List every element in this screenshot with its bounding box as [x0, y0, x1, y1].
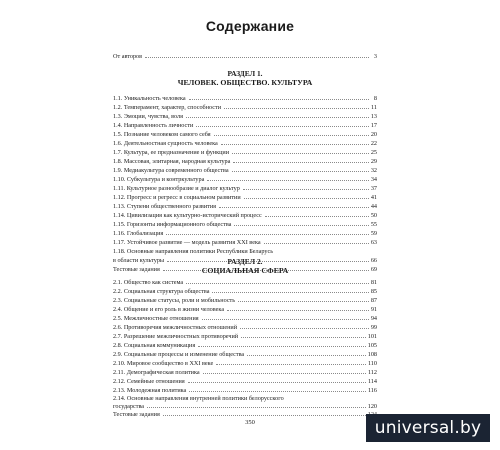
toc-entry-label: 1.5. Познание человеком самого себя [113, 131, 211, 138]
toc-entry-label: 2.13. Молодежная политика [113, 387, 187, 394]
toc-entry-page: 34 [370, 176, 377, 183]
toc-entry [113, 183, 377, 192]
toc-entry-page: 81 [370, 279, 377, 286]
dot-leader [186, 117, 369, 118]
toc-entry [113, 129, 377, 138]
dot-leader [196, 126, 369, 127]
toc-entry [113, 385, 377, 394]
toc-entry-tests [113, 409, 377, 418]
toc-entry-page: 94 [370, 315, 377, 322]
toc-entry-label: 2.9. Социальные процессы и изменение общества [113, 351, 245, 358]
watermark-badge: universal.by [366, 414, 490, 442]
toc-entry [113, 376, 377, 385]
dot-leader [198, 346, 366, 347]
toc-entry-label: 1.12. Прогресс и регресс в социальном развитии [113, 194, 241, 201]
dot-leader [233, 162, 368, 163]
page-number: 350 [245, 419, 255, 426]
toc-entry [113, 219, 377, 228]
toc-entry-label: 1.16. Глобализация [113, 230, 164, 237]
toc-entry-page: 37 [370, 185, 377, 192]
dot-leader [243, 189, 369, 190]
toc-entry-label: Тестовые задания [113, 266, 160, 273]
toc-entry-label: 2.4. Общение и его роль в жизни человека [113, 306, 225, 313]
dot-leader [240, 328, 369, 329]
dot-leader [189, 391, 366, 392]
dot-leader [147, 407, 366, 408]
toc-entry [113, 201, 377, 210]
toc-entry-label: 2.3. Социальные статусы, роли и мобильность [113, 297, 236, 304]
toc-entry-label: 1.6. Деятельностная сущность человека [113, 140, 218, 147]
dot-leader [241, 337, 366, 338]
toc-entry-page: 20 [370, 131, 377, 138]
toc-entry-label: государства [113, 403, 145, 410]
section-1-heading: РАЗДЕЛ 1. [227, 69, 263, 78]
dot-leader [227, 310, 369, 311]
toc-entry-label: 2.8. Социальная коммуникация [113, 342, 196, 349]
toc-entry-label: 1.11. Культурное разнообразие и диалог культур [113, 185, 240, 192]
dot-leader [145, 57, 369, 58]
dot-leader [224, 108, 369, 109]
toc-entry [113, 286, 377, 295]
toc-entry-label: 2.1. Общество как система [113, 279, 184, 286]
dot-leader [203, 373, 366, 374]
dot-leader [219, 207, 369, 208]
toc-entry-label: 1.10. Субкультура и контркультура [113, 176, 205, 183]
dot-leader [212, 292, 368, 293]
toc-entry [113, 295, 377, 304]
toc-entry-label: 1.18. Основные направления политики Республики Беларусь [113, 248, 274, 255]
toc-entry-page: 17 [370, 122, 377, 129]
toc-entry [113, 228, 377, 237]
toc-entry-label: 1.1. Уникальность человека [113, 95, 186, 102]
toc-entry-label: 2.10. Мировое сообщество в XXI веке [113, 360, 214, 367]
toc-entry [113, 165, 377, 174]
dot-leader [238, 301, 369, 302]
toc-entry [113, 331, 377, 340]
dot-leader [232, 153, 369, 154]
toc-entry [113, 358, 377, 367]
toc-entry-label: От авторов [113, 53, 143, 60]
toc-entry-label: 2.11. Демографическая политика [113, 369, 200, 376]
toc-entry-page: 69 [370, 266, 377, 273]
toc-entry-page: 29 [370, 158, 377, 165]
toc-entry-page: 22 [370, 140, 377, 147]
toc-entry-label: 2.2. Социальная структура общества [113, 288, 210, 295]
dot-leader [216, 364, 366, 365]
toc-entry-page: 11 [371, 104, 377, 111]
toc-entry-label: Тестовые задания [113, 411, 160, 418]
toc-entry [113, 93, 377, 102]
dot-leader [202, 319, 369, 320]
dot-leader [247, 355, 366, 356]
toc-entry [113, 367, 377, 376]
toc-entry [113, 322, 377, 331]
toc-entry-page: 25 [370, 149, 377, 156]
toc-entry-page: 114 [367, 378, 377, 385]
toc-entry [113, 102, 377, 111]
toc-entry-label: 1.13. Ступени общественного развития [113, 203, 217, 210]
toc-entry-label: 1.9. Медиакультура современного общества [113, 167, 229, 174]
toc-entry-label: 2.6. Противоречия межличностных отношений [113, 324, 238, 331]
toc-entry-page: 63 [370, 239, 377, 246]
toc-entry-label: 1.7. Культура, ее предназначение и функции [113, 149, 230, 156]
toc-entry [113, 120, 377, 129]
toc-entry-intro [113, 51, 377, 60]
dot-leader [265, 216, 369, 217]
section-2-heading: РАЗДЕЛ 2. [227, 257, 263, 266]
toc-entry-label: 1.2. Темперамент, характер, способности [113, 104, 222, 111]
toc-entry-label: 2.7. Разрешение межличностных противоречий [113, 333, 239, 340]
toc-entry-page: 91 [370, 306, 377, 313]
toc-entry [113, 192, 377, 201]
toc-entry-page: 116 [367, 387, 377, 394]
dot-leader [244, 198, 369, 199]
toc-entry-page: 55 [370, 221, 377, 228]
section-1-title: ЧЕЛОВЕК. ОБЩЕСТВО. КУЛЬТУРА [177, 78, 313, 87]
toc-entry [113, 304, 377, 313]
toc-entry-page: 3 [373, 53, 377, 60]
toc-entry [113, 210, 377, 219]
toc-entry-page: 32 [370, 167, 377, 174]
page-title: Содержание [205, 18, 295, 34]
toc-entry [113, 147, 377, 156]
toc-entry-page: 110 [367, 360, 377, 367]
toc-entry-label: 1.15. Горизонты информационного общества [113, 221, 232, 228]
dot-leader [234, 225, 368, 226]
toc-entry-page: 13 [370, 113, 377, 120]
dot-leader [166, 234, 369, 235]
toc-entry-label: 2.12. Семейные отношения [113, 378, 185, 385]
dot-leader [188, 382, 366, 383]
toc-entry-label: 1.14. Цивилизация как культурно-исторический процесс [113, 212, 262, 219]
toc-entry-page: 101 [367, 333, 377, 340]
toc-entry-page: 105 [367, 342, 377, 349]
toc-entry-page: 41 [370, 194, 377, 201]
toc-entry-page: 112 [367, 369, 377, 376]
toc-entry [113, 138, 377, 147]
dot-leader [189, 99, 369, 100]
toc-entry [113, 340, 377, 349]
toc-entry-page: 50 [370, 212, 377, 219]
dot-leader [163, 415, 366, 416]
section-2-title: СОЦИАЛЬНАЯ СФЕРА [201, 266, 289, 275]
toc-entry-label: 2.5. Межличностные отношения [113, 315, 199, 322]
toc-entry-page: 85 [370, 288, 377, 295]
toc-entry-label: 1.17. Устойчивое развитие — модель развития XXI века [113, 239, 261, 246]
toc-entry-page: 44 [370, 203, 377, 210]
dot-leader [232, 171, 369, 172]
dot-leader [207, 180, 368, 181]
toc-entry-label: 2.14. Основные направления внутренней политики белорусского [113, 395, 284, 402]
toc-entry-page: 8 [373, 95, 377, 102]
toc-entry [113, 277, 377, 286]
dot-leader [221, 144, 369, 145]
toc-entry-page: 87 [370, 297, 377, 304]
toc-entry-page: 108 [367, 351, 377, 358]
toc-entry-label: 1.3. Эмоции, чувства, воля [113, 113, 183, 120]
toc-entry-page: 120 [367, 403, 377, 410]
toc-entry [113, 349, 377, 358]
toc-entry [113, 313, 377, 322]
toc-entry-label: 1.4. Направленность личности [113, 122, 194, 129]
toc-entry-page: 66 [370, 257, 377, 264]
toc-entry [113, 156, 377, 165]
toc-entry-label: 1.8. Массовая, элитарная, народная культура [113, 158, 231, 165]
toc-entry [113, 174, 377, 183]
toc-entry-label: в области культуры [113, 257, 165, 264]
dot-leader [264, 243, 369, 244]
toc-entry-page: 99 [370, 324, 377, 331]
toc-entry [113, 111, 377, 120]
dot-leader [186, 283, 369, 284]
dot-leader [214, 135, 369, 136]
toc-entry [113, 237, 377, 246]
toc-entry-page: 59 [370, 230, 377, 237]
